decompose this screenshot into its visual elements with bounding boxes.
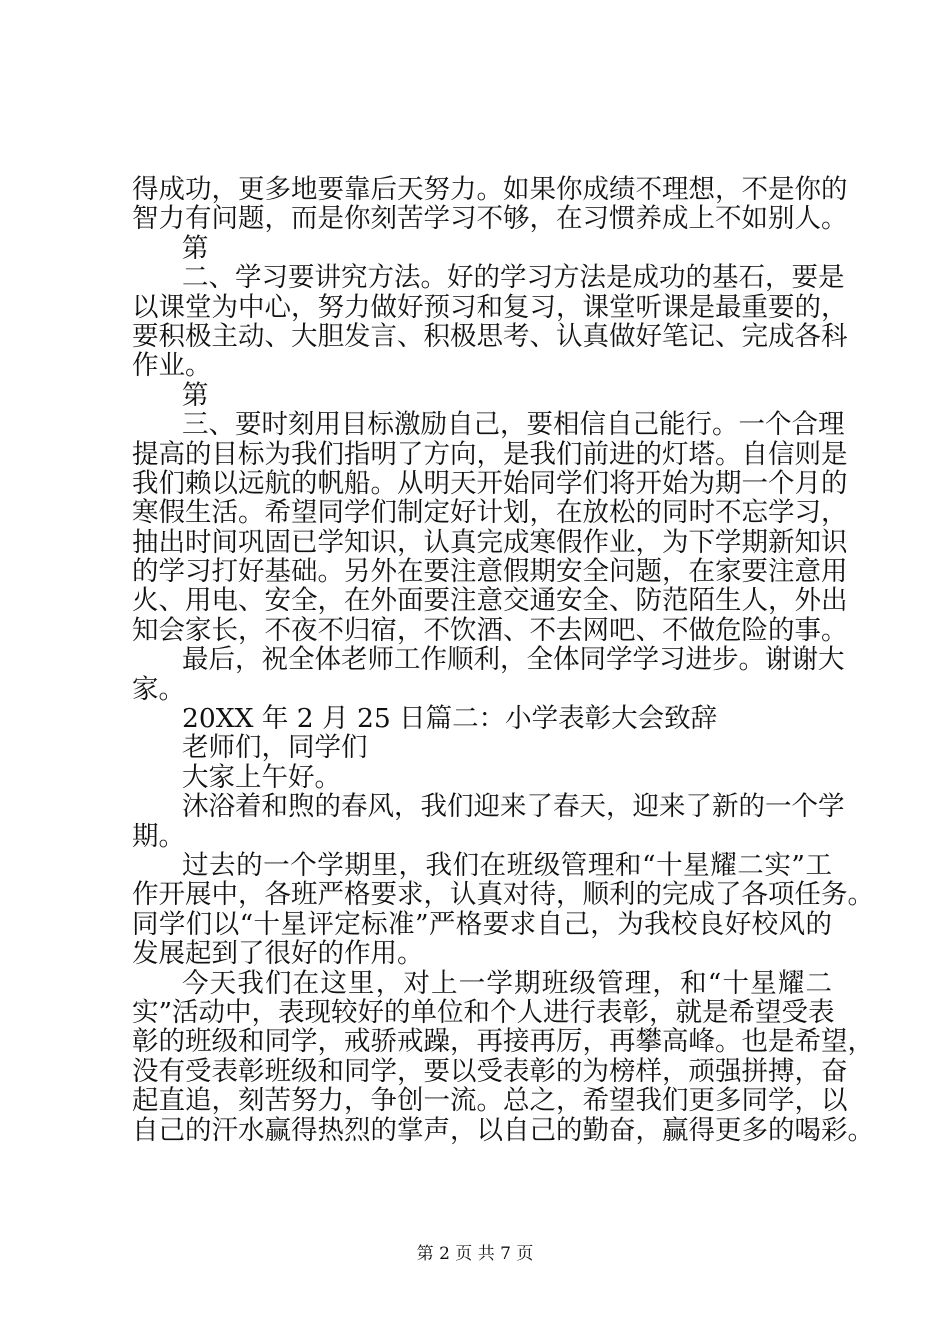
text-line-31: 没有受表彰班级和同学，要以受表彰的为榜样，顽强拼搏，奋	[132, 1055, 848, 1087]
text-line-12: 寒假生活。希望同学们制定好计划，在放松的同时不忘学习，	[132, 497, 848, 529]
text-line-8: 第	[182, 379, 209, 411]
text-line-1: 得成功，更多地要靠后天努力。如果你成绩不理想，不是你的	[132, 174, 848, 205]
body-text	[132, 174, 874, 1146]
text-line-6: 要积极主动、大胆发言、积极思考、认真做好笔记、完成各科	[132, 320, 848, 352]
text-line-2: 智力有问题，而是你刻苦学习不够，在习惯养成上不如别人。	[132, 203, 848, 235]
text-line-29: 实”活动中，表现较好的单位和个人进行表彰，就是希望受表	[132, 996, 835, 1028]
text-line-27: 发展起到了很好的作用。	[132, 938, 424, 970]
text-line-16: 知会家长，不夜不归宿，不饮酒、不去网吧、不做危险的事。	[132, 614, 848, 646]
text-line-24: 过去的一个学期里，我们在班级管理和“十星耀二实”工	[182, 849, 832, 881]
text-line-28: 今天我们在这里，对上一学期班级管理，和“十星耀二	[182, 967, 832, 999]
text-line-10: 提高的目标为我们指明了方向，是我们前进的灯塔。自信则是	[132, 438, 848, 470]
text-line-7: 作业。	[132, 350, 212, 382]
text-line-19: 20XX 年 2 月 25 日篇二：小学表彰大会致辞	[182, 703, 718, 735]
text-line-15: 火、用电、安全，在外面要注意交通安全、防范陌生人，外出	[132, 585, 848, 617]
text-line-20: 老师们，同学们	[182, 732, 368, 764]
text-line-11: 我们赖以远航的帆船。从明天开始同学们将开始为期一个月的	[132, 467, 848, 499]
text-line-25: 作开展中，各班严格要求，认真对待，顺利的完成了各项任务。	[132, 879, 874, 911]
text-line-18: 家。	[132, 673, 185, 705]
page-number-footer: 第 2 页 共 7 页	[416, 1244, 534, 1264]
text-line-21: 大家上午好。	[182, 761, 341, 793]
text-line-14: 的学习打好基础。另外在要注意假期安全问题，在家要注意用	[132, 556, 848, 588]
text-line-13: 抽出时间巩固已学知识，认真完成寒假作业，为下学期新知识	[132, 526, 848, 558]
text-line-5: 以课堂为中心，努力做好预习和复习，课堂听课是最重要的，	[132, 291, 848, 323]
text-line-32: 起直追，刻苦努力，争创一流。总之，希望我们更多同学，以	[132, 1085, 848, 1117]
text-line-9: 三、要时刻用目标激励自己，要相信自己能行。一个合理	[182, 409, 845, 441]
text-line-3: 第	[182, 232, 209, 264]
text-line-23: 期。	[132, 820, 185, 852]
text-line-33: 自己的汗水赢得热烈的掌声，以自己的勤奋，赢得更多的喝彩。	[132, 1114, 874, 1146]
text-line-17: 最后，祝全体老师工作顺利，全体同学学习进步。谢谢大	[182, 644, 845, 676]
text-line-30: 彰的班级和同学，戒骄戒躁，再接再厉，再攀高峰。也是希望，	[132, 1026, 874, 1058]
text-line-22: 沐浴着和煦的春风，我们迎来了春天，迎来了新的一个学	[182, 791, 845, 823]
text-line-26: 同学们以“十星评定标准”严格要求自己，为我校良好校风的	[132, 908, 832, 940]
text-line-4: 二、学习要讲究方法。好的学习方法是成功的基石，要是	[182, 262, 845, 294]
